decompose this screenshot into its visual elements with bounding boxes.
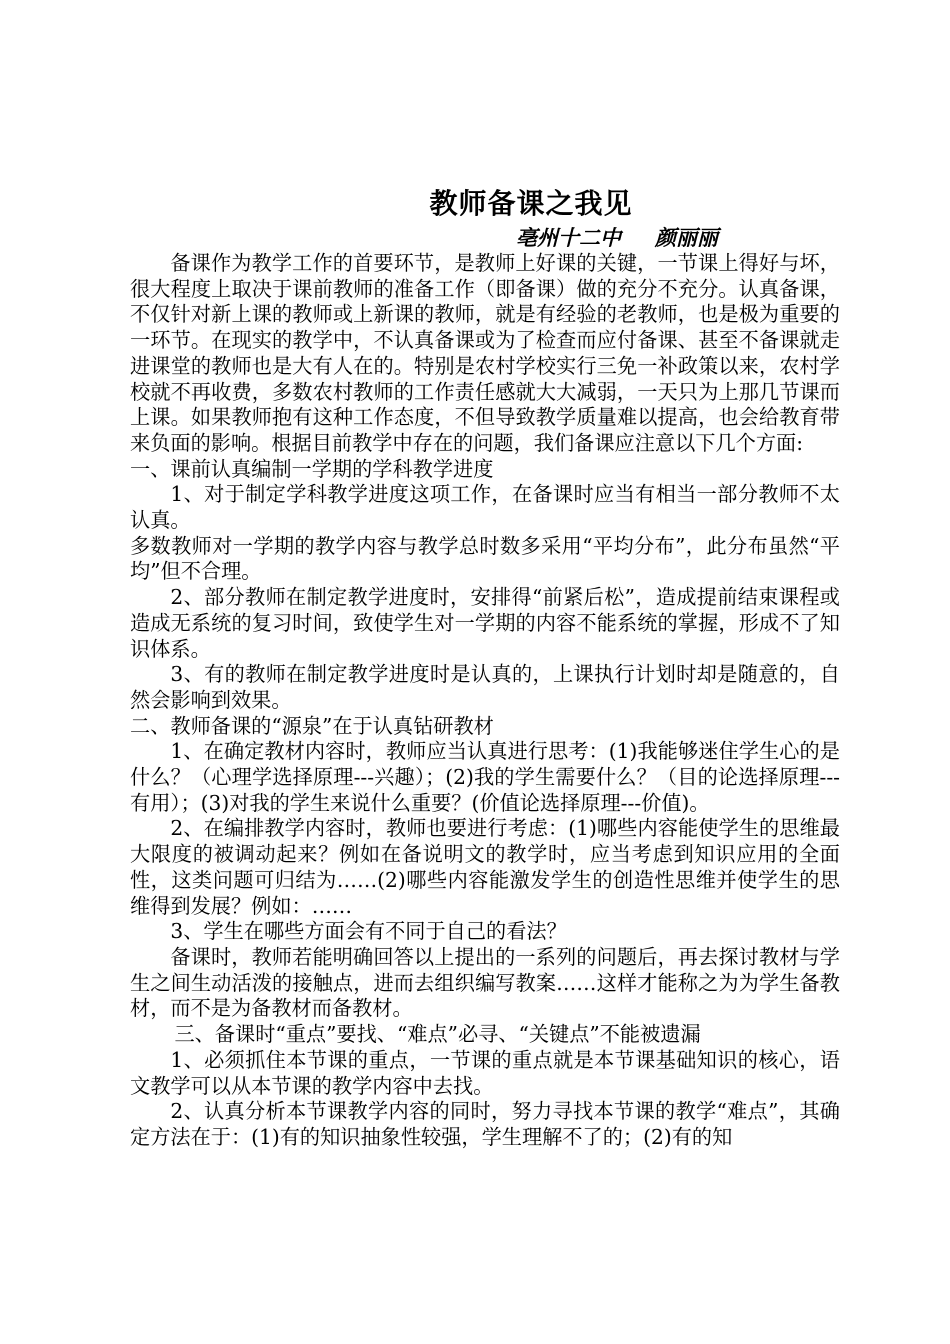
body-paragraph: 1、必须抓住本节课的重点，一节课的重点就是本节课基础知识的核心，语文教学可以从本节课的教学内容中去找。 [130, 1047, 840, 1098]
body-paragraph: 3、学生在哪些方面会有不同于自己的看法？ [170, 919, 567, 944]
body-paragraph: 三、备课时“重点”要找、“难点”必寻、“关键点”不能被遗漏 [174, 1022, 701, 1047]
body-paragraph: 备课时，教师若能明确回答以上提出的一系列的问题后，再去探讨教材与学生之间生动活泼的接触点，进而去组织编写教案……这样才能称之为为学生备教材，而不是为备教材而备教材。 [130, 944, 840, 1021]
author-school: 亳州十二中 [516, 226, 621, 250]
body-paragraph: 二、教师备课的“源泉”在于认真钻研教材 [130, 713, 494, 738]
body-paragraph: 备课作为教学工作的首要环节，是教师上好课的关键，一节课上得好与坏，很大程度上取决于课前教师的准备工作（即备课）做的充分不充分。认真备课，不仅针对新上课的教师或上新课的教师，就是有经验的老教师，也是极为重要的一环节。在现实的教学中，不认真备课或为了检查而应付备课、甚至不备课就走进课堂的教师也是大有人在的。特别是农村学校实行三免一补政策以来，农村学校就不再收费，多数农村教师的工作责任感就大大减弱，一天只为上那几节课而上课。如果教师抱有这种工作态度，不但导致教学质量难以提高，也会给教育带来负面的影响。根据目前教学中存在的问题，我们备课应注意以下几个方面: [130, 251, 840, 455]
document-title: 教师备课之我见 [429, 187, 633, 220]
body-paragraph: 2、部分教师在制定教学进度时，安排得“前紧后松”，造成提前结束课程或造成无系统的复习时间，致使学生对一学期的内容不能系统的掌握，形成不了知识体系。 [130, 585, 840, 661]
body-paragraph: 2、在编排教学内容时，教师也要进行考虑：(1)哪些内容能使学生的思维最大限度的被调动起来？例如在备说明文的教学时，应当考虑到知识应用的全面性，这类问题可归结为……(2)哪些内容能激发学生的创造性思维并使学生的思维得到发展？例如：…… [130, 816, 840, 918]
body-paragraph: 1、在确定教材内容时，教师应当认真进行思考：(1)我能够迷住学生心的是什么？（心理学选择原理---兴趣）；(2)我的学生需要什么？（目的论选择原理---有用）；(3)对我的学生来说什么重要？(价值论选择原理---价值)。 [130, 739, 840, 815]
document-body [130, 251, 840, 1151]
author-line [130, 225, 840, 251]
body-paragraph: 3、有的教师在制定教学进度时是认真的，上课执行计划时却是随意的，自然会影响到效果。 [130, 662, 840, 712]
body-paragraph: 1、对于制定学科教学进度这项工作，在备课时应当有相当一部分教师不太认真。 [130, 482, 840, 533]
document-page [130, 185, 840, 1151]
body-paragraph: 一、课前认真编制一学期的学科教学进度 [130, 456, 494, 481]
body-paragraph: 2、认真分析本节课教学内容的同时，努力寻找本节课的教学“难点”，其确定方法在于：(1)有的知识抽象性较强，学生理解不了的；(2)有的知 [130, 1099, 840, 1149]
body-paragraph: 多数教师对一学期的教学内容与教学总时数多采用“平均分布”，此分布虽然“平均”但不合理。 [130, 533, 840, 584]
author-name: 颜丽丽 [655, 226, 718, 250]
